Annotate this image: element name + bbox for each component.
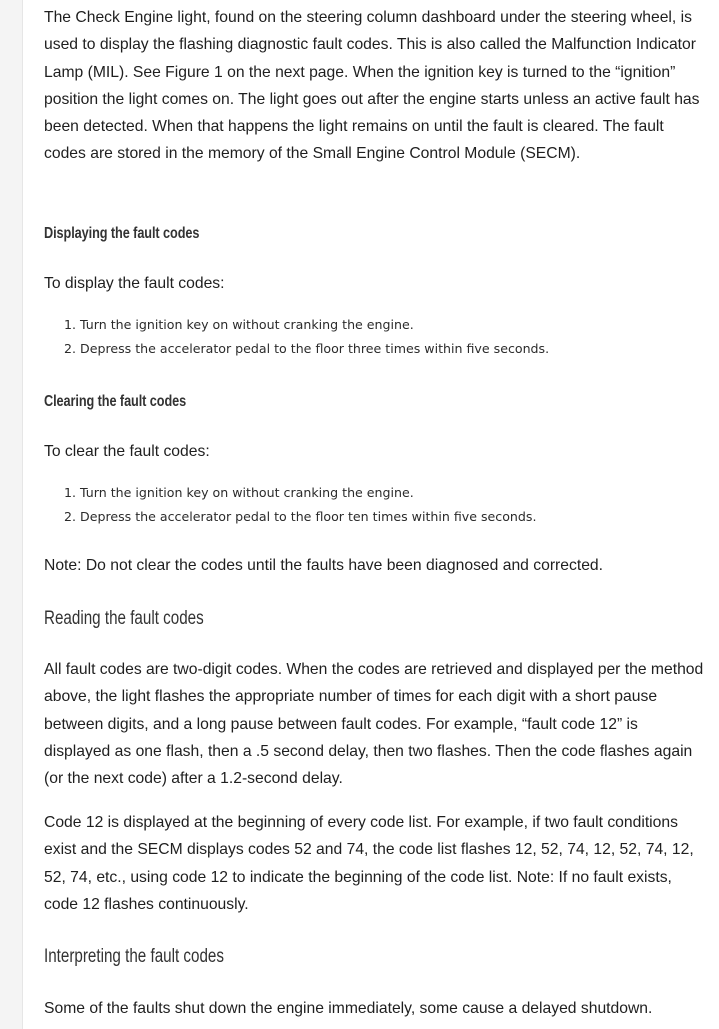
display-heading-block [44, 220, 704, 247]
reading-heading: Reading the fault codes [44, 608, 204, 629]
display-steps-list [44, 313, 704, 361]
intro-block [44, 2, 704, 168]
interpreting-heading: Interpreting the fault codes [44, 946, 224, 967]
display-steps-block [44, 313, 704, 361]
clear-lead-block [44, 438, 704, 465]
clear-steps-block [44, 481, 704, 529]
display-lead-block [44, 270, 704, 297]
reading-paragraph-1: All fault codes are two-digit codes. When the codes are retrieved and displayed per the method above, the light flashes the appropriate number of times for each digit with a short pause between digits, and a long pause between fault codes. For example, “fault code 12” is displayed as one flash, then a .5 second delay, then two flashes. Then the code flashes again (or the next code) after a 1.2-second delay. [44, 661, 704, 788]
intro-paragraph: The Check Engine light, found on the steering column dashboard under the steering wheel, is used to display the flashing diagnostic fault codes. This is also called the Malfunction Indicator Lamp (MIL). See Figure 1 on the next page. When the ignition key is turned to the “ignition” position the light comes on. The light goes out after the engine starts unless an active fault has been detected. When that happens the light remains on until the fault is cleared. The fault codes are stored in the memory of the Small Engine Control Module (SECM). [44, 9, 700, 163]
interpreting-heading-block [44, 943, 704, 970]
interpreting-para-block [44, 995, 704, 1022]
list-item: 1. Turn the ignition key on without cranking the engine. [80, 481, 704, 505]
clear-heading: Clearing the fault codes [44, 393, 187, 410]
reading-paragraph-2: Code 12 is displayed at the beginning of every code list. For example, if two fault conditions exist and the SECM displays codes 52 and 74, the code list flashes 12, 52, 74, 12, 52, 74, 12, 52, 74, etc., using code 12 to indicate the beginning of the code list. Note: If no fault exists, code 12 flashes continuously. [44, 814, 694, 913]
clear-lead: To clear the fault codes: [44, 443, 210, 460]
clear-note: Note: Do not clear the codes until the faults have been diagnosed and corrected. [44, 557, 604, 574]
reading-heading-block [44, 605, 704, 632]
list-item: 1. Turn the ignition key on without cranking the engine. [80, 313, 704, 337]
clear-note-block [44, 552, 704, 579]
clear-steps-list [44, 481, 704, 529]
article-page [22, 0, 719, 1029]
interpreting-paragraph: Some of the faults shut down the engine immediately, some cause a delayed shutdown. [44, 1000, 653, 1017]
list-item: 2. Depress the accelerator pedal to the floor three times within five seconds. [80, 337, 704, 361]
reading-para1-block [44, 656, 704, 792]
list-item: 2. Depress the accelerator pedal to the floor ten times within five seconds. [80, 505, 704, 529]
display-lead: To display the fault codes: [44, 275, 225, 292]
reading-para2-block [44, 809, 704, 918]
clear-heading-block [44, 388, 704, 415]
display-heading: Displaying the fault codes [44, 225, 200, 242]
